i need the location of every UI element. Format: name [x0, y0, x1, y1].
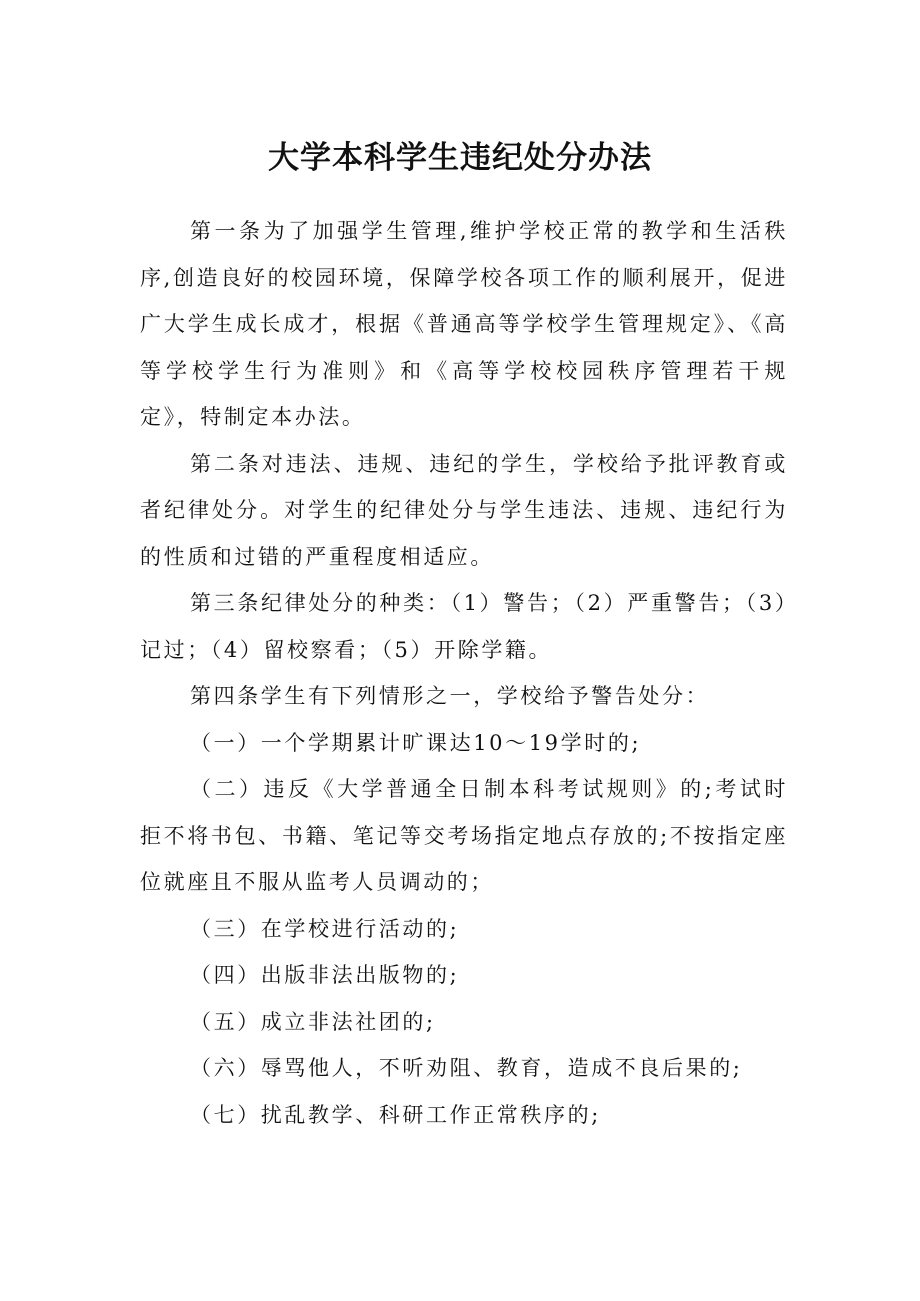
- document-body: [140, 208, 788, 1138]
- article-2-paragraph: 第二条对违法、违规、违纪的学生，学校给予批评教育或者纪律处分。对学生的纪律处分与学生违法、违规、违纪行为的性质和过错的严重程度相适应。: [140, 451, 788, 569]
- document-title: 大学本科学生违纪处分办法: [268, 140, 652, 176]
- article-3-paragraph: 第三条纪律处分的种类：（1）警告；（2）严重警告；（3）记过；（4）留校察看；（5）开除学籍。: [140, 591, 788, 662]
- list-item-3: （三）在学校进行活动的;: [190, 916, 460, 941]
- list-item-2: （二）违反《大学普通全日制本科考试规则》的;考试时拒不将书包、书籍、笔记等交考场指定地点存放的;不按指定座位就座且不服从监考人员调动的；: [140, 777, 788, 894]
- article-4-paragraph: 第四条学生有下列情形之一，学校给予警告处分：: [190, 684, 710, 708]
- list-item-4: （四）出版非法出版物的;: [190, 963, 460, 987]
- list-item-7: （七）扰乱教学、科研工作正常秩序的;: [190, 1102, 601, 1127]
- list-item-1: （一）一个学期累计旷课达10～19学时的;: [190, 730, 642, 755]
- article-1-paragraph: 第一条为了加强学生管理,维护学校正常的教学和生活秩序,创造良好的校园环境，保障学校各项工作的顺利展开，促进广大学生成长成才，根据《普通高等学校学生管理规定》、《高等学校学生行为准则》和《高等学校校园秩序管理若干规定》，特制定本办法。: [140, 219, 788, 429]
- list-item-6: （六）辱骂他人，不听劝阻、教育，造成不良后果的;: [190, 1056, 743, 1080]
- list-item-5: （五）成立非法社团的;: [190, 1009, 436, 1034]
